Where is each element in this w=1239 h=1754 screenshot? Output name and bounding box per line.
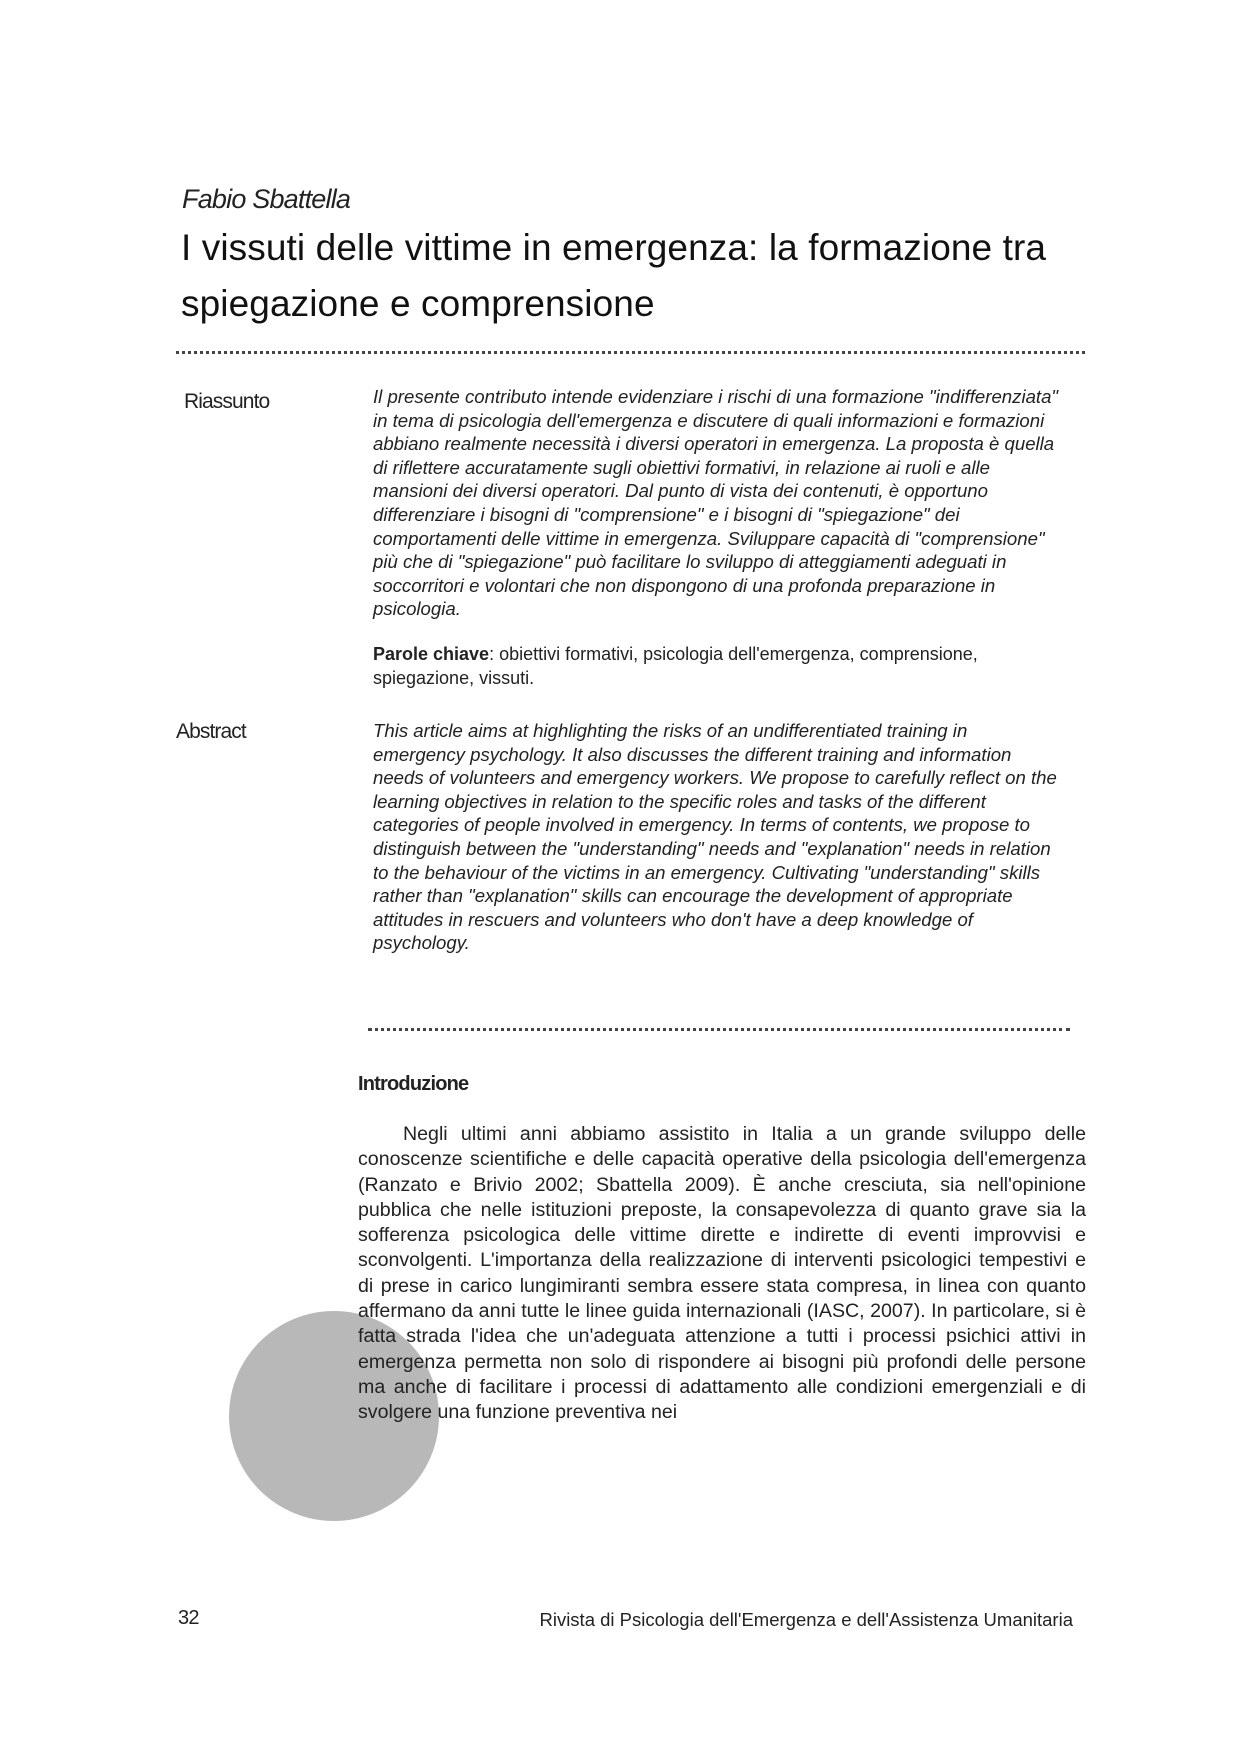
section-divider (368, 1028, 1070, 1031)
keywords-label: Parole chiave (373, 644, 490, 664)
riassunto-label: Riassunto (184, 390, 270, 413)
abstract-label: Abstract (176, 720, 246, 743)
article-title: I vissuti delle vittime in emergenza: la formazione tra spiegazione e comprensione (181, 227, 1047, 324)
journal-name: Rivista di Psicologia dell'Emergenza e dell'Assistenza Umanitaria (539, 1609, 1073, 1630)
abstract-text: This article aims at highlighting the risks of an undifferentiated training in emergency psychology. It also discusses the different training and information needs of volunteers and emergency workers. We propose to carefully reflect on the learning objectives in relation to the specific roles and tasks of the different categories of people involved in emergency. In terms of contents, we propose to distinguish between the "understanding" needs and "explanation" needs in relation to the behaviour of the victims in an emergency. Cultivating "understanding" skills rather than "explanation" skills can encourage the development of appropriate attitudes in rescuers and volunteers who don't have a deep knowledge of psychology. (373, 720, 1057, 954)
riassunto-text: Il presente contributo intende evidenziare i rischi di una formazione "indifferenziata" in tema di psicologia dell'emergenza e discutere di quali informazioni e formazioni abbiano realmente necessità i diversi operatori in emergenza. La proposta è quella di riflettere accuratamente sugli obiettivi formativi, in relazione ai ruoli e alle mansioni dei diversi operatori. Dal punto di vista dei contenuti, è opportuno differenziare i bisogni di "comprensione" e i bisogni di "spiegazione" dei comportamenti delle vittime in emergenza. Sviluppare capacità di "comprensione" più che di "spiegazione" può facilitare lo sviluppo di atteggiamenti adeguati in soccorritori e volontari che non dispongono di una profonda preparazione in psicologia. (373, 386, 1059, 620)
keywords-list: : obiettivi formativi, psicologia dell'emergenza, comprensione, spiegazione, vissuti. (373, 644, 978, 688)
page-number: 32 (178, 1607, 199, 1629)
section-heading-introduzione: Introduzione (358, 1073, 469, 1095)
introduzione-text: Negli ultimi anni abbiamo assistito in Italia a un grande sviluppo delle conoscenze scientifiche e delle capacità operative della psicologia dell'emergenza (Ranzato e Brivio 2002; Sbattella 2009). È anche cresciuta, sia nell'opinione pubblica che nelle istituzioni preposte, la consapevolezza di quanto grave sia la sofferenza psicologica delle vittime dirette e indirette di eventi improvvisi e sconvolgenti. L'importanza della realizzazione di interventi psicologici tempestivi e di prese in carico lungimiranti sembra essere stata compresa, in linea con quanto affermano da anni tutte le linee guida internazionali (IASC, 2007). In particolare, si è fatta strada l'idea che un'adeguata attenzione a tutti i processi psichici attivi in emergenza permetta non solo di rispondere ai bisogni più profondi delle persone ma anche di facilitare i processi di adattamento alle condizioni emergenziali e di svolgere una funzione preventiva nei (358, 1123, 1086, 1424)
keywords (373, 642, 1063, 690)
top-divider (176, 351, 1085, 354)
author-name: Fabio Sbattella (182, 184, 351, 214)
